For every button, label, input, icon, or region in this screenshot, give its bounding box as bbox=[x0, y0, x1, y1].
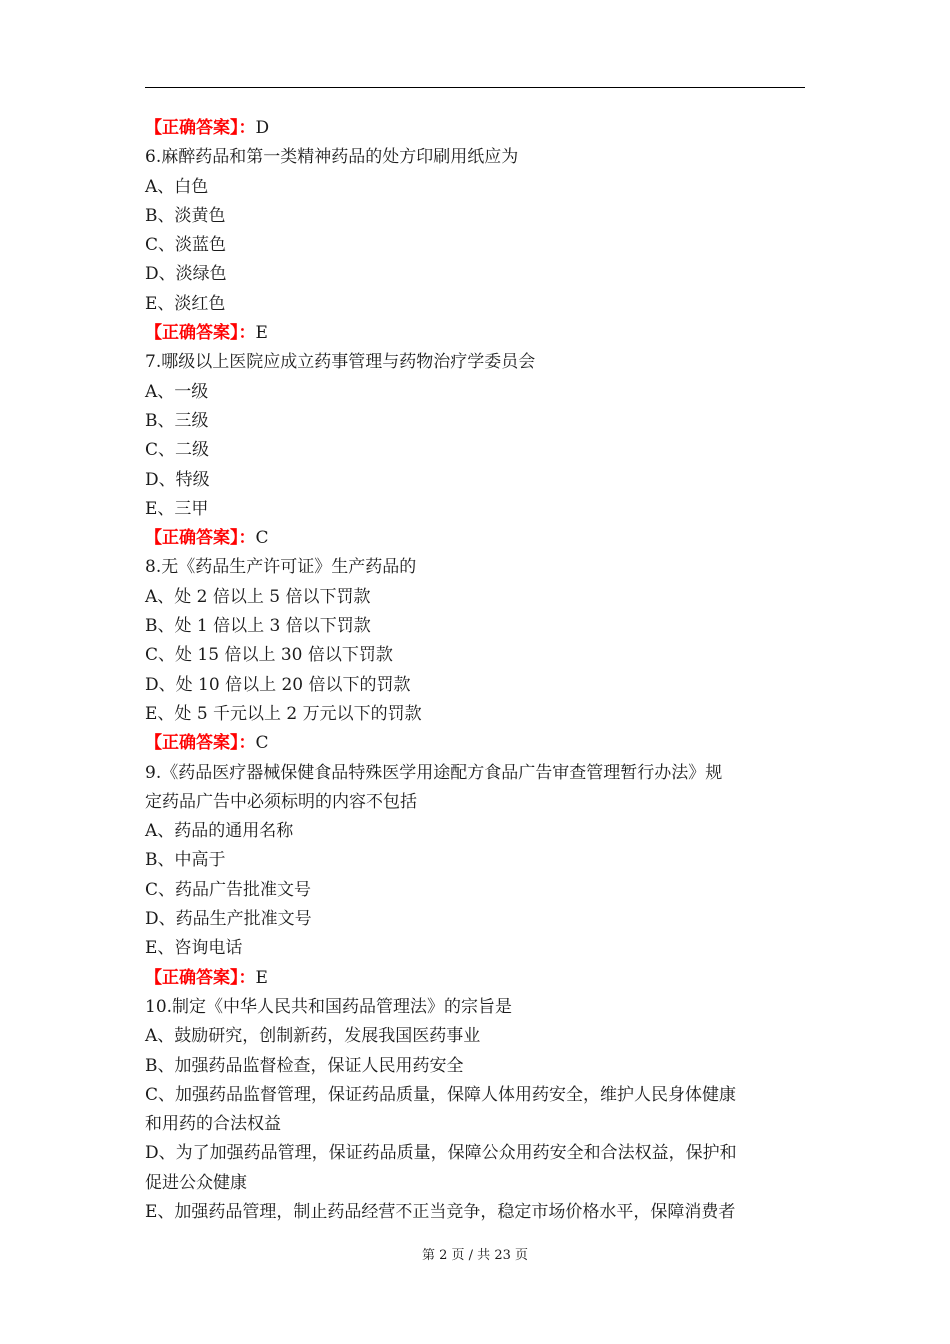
text-line: 和用药的合法权益 bbox=[145, 1114, 281, 1135]
answer-label: 【正确答案】： bbox=[145, 528, 256, 549]
text-line: 促进公众健康 bbox=[145, 1172, 247, 1193]
answer-line bbox=[145, 114, 810, 143]
text-line: 8.无《药品生产许可证》生产药品的 bbox=[145, 557, 417, 578]
answer-label: 【正确答案】： bbox=[145, 118, 256, 138]
text-line: 9.《药品医疗器械保健食品特殊医学用途配方食品广告审查管理暂行办法》规 bbox=[145, 762, 723, 783]
text-line: C、加强药品监督管理，保证药品质量，保障人体用药安全，维护人民身体健康 bbox=[145, 1084, 737, 1105]
text-line: E、处 5 千元以上 2 万元以下的罚款 bbox=[145, 703, 422, 724]
text-line: B、处 1 倍以上 3 倍以下罚款 bbox=[145, 616, 371, 637]
answer-value: C bbox=[255, 528, 269, 549]
text-line: 定药品广告中必须标明的内容不包括 bbox=[145, 791, 417, 812]
text-line: D、药品生产批准文号 bbox=[145, 909, 312, 930]
document-body bbox=[145, 114, 810, 1227]
answer-label: 【正确答案】： bbox=[145, 967, 256, 988]
answer-line bbox=[145, 964, 810, 993]
text-line: A、鼓励研究，创制新药，发展我国医药事业 bbox=[145, 1026, 481, 1047]
text-line: E、咨询电话 bbox=[145, 938, 243, 959]
text-line: A、药品的通用名称 bbox=[145, 821, 294, 842]
text-line: E、加强药品管理，制止药品经营不正当竞争，稳定市场价格水平，保障消费者 bbox=[145, 1201, 736, 1222]
answer-line bbox=[145, 729, 810, 758]
text-line: D、淡绿色 bbox=[145, 264, 227, 285]
text-line: C、二级 bbox=[145, 440, 210, 461]
text-line: B、中高于 bbox=[145, 850, 226, 871]
text-line: D、特级 bbox=[145, 469, 210, 490]
text-line: B、淡黄色 bbox=[145, 205, 226, 226]
text-line: A、一级 bbox=[145, 381, 209, 402]
text-line: D、处 10 倍以上 20 倍以下的罚款 bbox=[145, 674, 411, 695]
answer-value: E bbox=[255, 967, 268, 988]
text-line: A、处 2 倍以上 5 倍以下罚款 bbox=[145, 586, 371, 607]
text-line: 6.麻醉药品和第一类精神药品的处方印刷用纸应为 bbox=[145, 147, 519, 168]
text-line: E、三甲 bbox=[145, 498, 209, 519]
text-line: B、加强药品监督检查，保证人民用药安全 bbox=[145, 1055, 464, 1076]
text-line: D、为了加强药品管理，保证药品质量，保障公众用药安全和合法权益，保护和 bbox=[145, 1143, 737, 1164]
answer-value: E bbox=[255, 323, 268, 344]
text-line: C、淡蓝色 bbox=[145, 235, 227, 256]
text-line: C、药品广告批准文号 bbox=[145, 879, 312, 900]
text-line: B、三级 bbox=[145, 410, 209, 431]
answer-label: 【正确答案】： bbox=[145, 733, 256, 754]
text-line: 7.哪级以上医院应成立药事管理与药物治疗学委员会 bbox=[145, 352, 536, 373]
page-footer: 第 2 页 / 共 23 页 bbox=[422, 1248, 528, 1263]
answer-line bbox=[145, 524, 810, 553]
header-rule bbox=[145, 87, 805, 88]
text-line: E、淡红色 bbox=[145, 293, 226, 314]
answer-label: 【正确答案】： bbox=[145, 323, 256, 344]
text-line: A、白色 bbox=[145, 176, 209, 197]
answer-value: D bbox=[255, 118, 270, 138]
answer-line bbox=[145, 319, 810, 348]
answer-value: C bbox=[255, 733, 269, 754]
text-line: 10.制定《中华人民共和国药品管理法》的宗旨是 bbox=[145, 996, 513, 1017]
text-line: C、处 15 倍以上 30 倍以下罚款 bbox=[145, 645, 393, 666]
